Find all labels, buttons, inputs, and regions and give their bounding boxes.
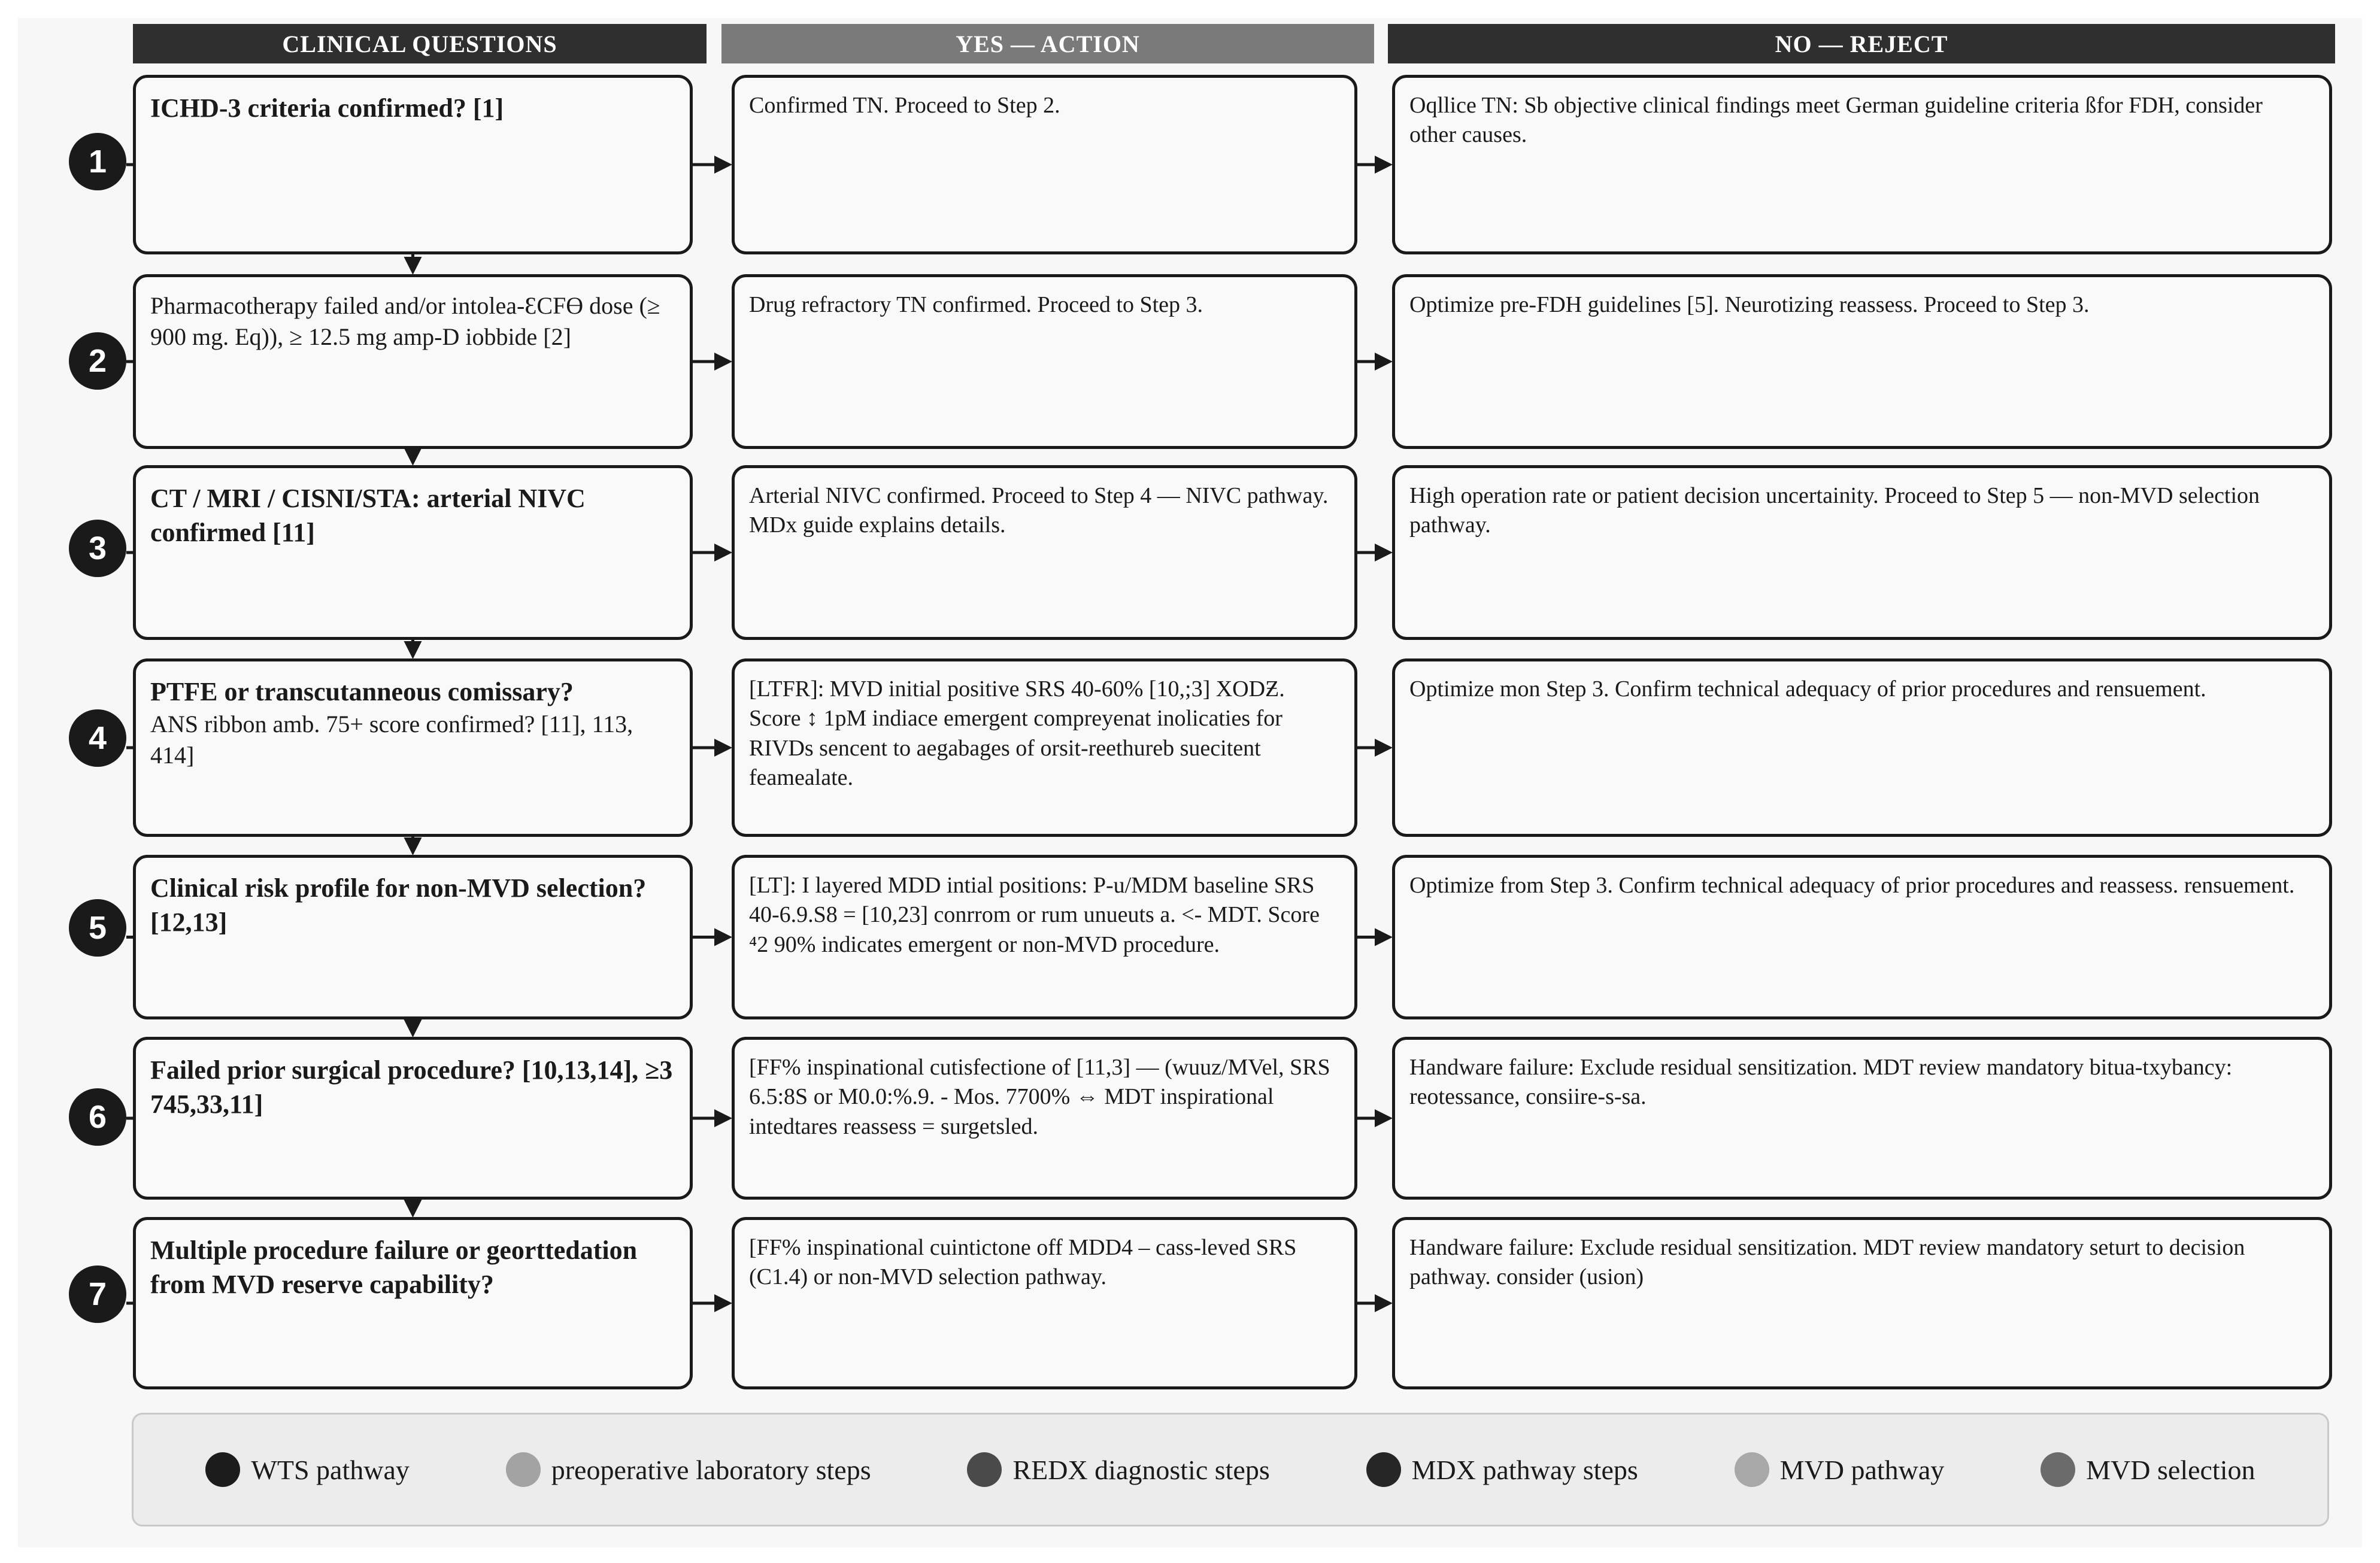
step-4-no: Optimize mon Step 3. Confirm technical adequacy of prior procedures and rensuement.: [1392, 658, 2332, 837]
step-2-question-text: Pharmacotherapy failed and/or intolea-ƐCFƟ dose (≥ 900 mg. Eq)), ≥ 12.5 mg amp-D iobbide [2]: [150, 292, 660, 350]
step-3-no: High operation rate or patient decision uncertainity. Proceed to Step 5 — non-MVD selection pathway.: [1392, 465, 2332, 640]
step-1-yes: Confirmed TN. Proceed to Step 2.: [732, 75, 1357, 254]
legend-label: REDX diagnostic steps: [1012, 1454, 1270, 1485]
step-7-question: [133, 1217, 693, 1389]
legend: [132, 1413, 2329, 1526]
header-clinical-questions: CLINICAL QUESTIONS: [133, 24, 707, 63]
step-5-question: [133, 855, 693, 1019]
legend-dot-icon: [967, 1452, 1002, 1487]
legend-label: WTS pathway: [251, 1454, 410, 1485]
step-4-badge: 4: [69, 709, 126, 767]
step-1-question: [133, 75, 693, 254]
legend-item-mvd-selection: [2041, 1452, 2255, 1487]
step-3-question: [133, 465, 693, 640]
step-5-question-text: Clinical risk profile for non-MVD selection? [12,13]: [150, 873, 647, 937]
legend-item-mvd-pathway: [1735, 1452, 1945, 1487]
legend-label: MVD pathway: [1779, 1454, 1945, 1485]
legend-label: MVD selection: [2086, 1454, 2255, 1485]
step-2-question: [133, 274, 693, 449]
legend-item-redx: [967, 1452, 1269, 1487]
legend-dot-icon: [1735, 1452, 1769, 1487]
legend-dot-icon: [2041, 1452, 2075, 1487]
legend-dot-icon: [506, 1452, 541, 1487]
step-6-yes: [FF% inspinational cutisfectione of [11,3] — (wuuz/MVel, SRS 6.5:8S or M0.0:%.9. - Mos. 7700% ⇔ MDT inspirational intedtares reassess = surgetsled.: [732, 1037, 1357, 1200]
legend-dot-icon: [1366, 1452, 1401, 1487]
step-2-yes: Drug refractory TN confirmed. Proceed to Step 3.: [732, 274, 1357, 449]
step-6-no: Handware failure: Exclude residual sensitization. MDT review mandatory bitua-txybancy: reotessance, consiire-s-sa.: [1392, 1037, 2332, 1200]
step-4-question-text: PTFE or transcutanneous comissary?: [150, 677, 574, 706]
step-7-question-text: Multiple procedure failure or georttedation from MVD reserve capability?: [150, 1236, 638, 1300]
step-6-badge: 6: [69, 1088, 126, 1146]
step-7-badge: 7: [69, 1265, 126, 1323]
step-6-question-text: Failed prior surgical procedure? [10,13,14], ≥3 745,33,11]: [150, 1055, 673, 1119]
header-no-reject: NO — REJECT: [1388, 24, 2335, 63]
step-7-yes: [FF% inspinational cuintictone off MDD4 – cass-leved SRS (C1.4) or non-MVD selection pathway.: [732, 1217, 1357, 1389]
step-4-yes: [LTFR]: MVD initial positive SRS 40-60% [10,;3] XODƵ. Score ↕ 1pM indiace emergent compreyenat inolicaties for RIVDs sencent to aegabages of orsit-reethureb suecitent feamealate.: [732, 658, 1357, 837]
step-4-question: [133, 658, 693, 837]
step-2-no: Optimize pre-FDH guidelines [5]. Neurotizing reassess. Proceed to Step 3.: [1392, 274, 2332, 449]
step-1-question-text: ICHD-3 criteria confirmed? [1]: [150, 93, 504, 123]
header-yes-action: YES — ACTION: [721, 24, 1374, 63]
step-3-question-text: CT / MRI / CISNI/STA: arterial NIVC confirmed [11]: [150, 484, 586, 548]
step-3-badge: 3: [69, 520, 126, 577]
legend-item-mdx: [1366, 1452, 1638, 1487]
step-5-no: Optimize from Step 3. Confirm technical adequacy of prior procedures and reassess. rensuement.: [1392, 855, 2332, 1019]
step-2-badge: 2: [69, 332, 126, 390]
legend-item-preoperative: [506, 1452, 871, 1487]
step-5-yes: [LT]: I layered MDD intial positions: P-u/MDM baseline SRS 40-6.9.S8 = [10,23] conrrom or rum unueuts a. <- MDT. Score ⁴2 90% indicates emergent or non-MVD procedure.: [732, 855, 1357, 1019]
step-1-no: Oqllice TN: Sb objective clinical findings meet German guideline criteria ßfor FDH, consider other causes.: [1392, 75, 2332, 254]
step-3-yes: Arterial NIVC confirmed. Proceed to Step 4 — NIVC pathway. MDx guide explains details.: [732, 465, 1357, 640]
legend-dot-icon: [205, 1452, 240, 1487]
step-4-question-subtext: ANS ribbon amb. 75+ score confirmed? [11], 113, 414]: [150, 711, 633, 769]
legend-item-wts: [205, 1452, 409, 1487]
step-6-question: [133, 1037, 693, 1200]
legend-label: MDX pathway steps: [1411, 1454, 1638, 1485]
step-1-badge: 1: [69, 133, 126, 190]
step-5-badge: 5: [69, 899, 126, 957]
legend-label: preoperative laboratory steps: [551, 1454, 871, 1485]
step-7-no: Handware failure: Exclude residual sensitization. MDT review mandatory seturt to decision pathway. consider (usion): [1392, 1217, 2332, 1389]
